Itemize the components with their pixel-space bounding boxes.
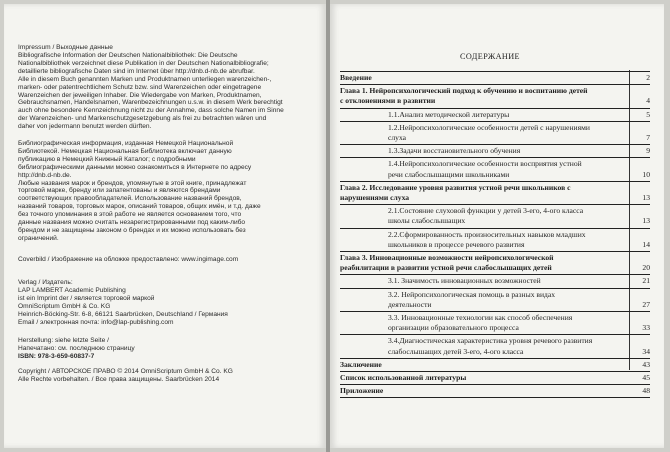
toc-entry-text: организации образовательного процесса <box>388 323 519 333</box>
toc-chapter-entry[interactable] <box>340 182 650 204</box>
russian-bib-line: без точного упоминания в этой работе не является основанием того, что <box>18 211 242 219</box>
imprint-page <box>4 4 326 448</box>
toc-chapter-entry[interactable] <box>340 372 650 384</box>
russian-bib-line: торговой марке, бренду или запатентованы и являются брендами <box>18 187 221 195</box>
toc-entry-text: 3.3. Инновационные технологии как способ обеспечения <box>388 313 573 322</box>
toc-entry-text: Глава 3. Инновационные возможности нейропсихологической <box>340 253 554 262</box>
toc-entry-text: 1.4.Нейропсихологические особенности восприятия устной <box>388 159 582 169</box>
german-bib-line: Warenzeichen der jeweiligen Inhaber. Die Wiedergabe von Marken, Produktnamen, <box>18 91 262 99</box>
imprint-heading-block <box>18 44 318 52</box>
copyright-line: Copyright / АВТОРСКОЕ ПРАВО © 2014 OmniScriptum GmbH & Co. KG <box>18 368 233 375</box>
coverbild-credit: Coverbild / Изображение на обложке предоставлено: www.ingimage.com <box>18 256 239 263</box>
toc-page-number: 45 <box>642 373 650 382</box>
toc-page-number: 21 <box>642 276 650 286</box>
toc-entry-text: Глава 1. Нейропсихологический подход к обучению и воспитанию детей <box>340 86 588 96</box>
toc-entry-text: Список использованной литературы <box>340 373 467 382</box>
publisher-line: ist ein Imprint der / является торговой маркой <box>18 294 155 302</box>
toc-section-entry[interactable] <box>340 109 650 121</box>
russian-bib-line: Любые названия марок и брендов, упомянутые в этой книге, принадлежат <box>18 179 247 187</box>
copyright-block <box>18 368 318 384</box>
toc-entry-text: школьников в процессе речевого развития <box>388 239 525 249</box>
toc-page-number: 27 <box>642 299 650 309</box>
toc-entry-text: с отклонениями в развитии <box>340 96 436 106</box>
russian-bib-line: ограничений. <box>18 234 59 242</box>
toc-entry-text: 1.2.Нейропсихологические особенности детей с нарушениями <box>388 122 590 132</box>
toc-chapter-entry[interactable] <box>340 85 650 107</box>
toc-chapter-entry[interactable] <box>340 385 650 397</box>
toc-row-rule <box>340 397 650 398</box>
toc-chapter-entry[interactable] <box>340 252 650 274</box>
german-bib-line: der Warenzeichen- und Markenschutzgesetzgebung als frei zu betrachten wären und <box>18 115 267 123</box>
toc-page-number: 48 <box>642 386 650 396</box>
toc-page-number: 13 <box>642 216 650 226</box>
russian-bib-line: названий товаров, торговых марок, описаний товаров, общих имён, и т.д. даже <box>18 203 261 211</box>
publisher-line: Heinrich-Böcking-Str. 6-8, 66121 Saarbrücken, Deutschland / Германия <box>18 310 228 318</box>
german-bib-line: detaillierte bibliografische Daten sind im Internet über http://dnb.d-nb.de abrufbar. <box>18 67 255 75</box>
german-bib-line: Bibliografische Information der Deutschen Nationalbibliothek: Die Deutsche <box>18 52 238 59</box>
toc-section-entry[interactable] <box>340 158 650 180</box>
publisher-block <box>18 279 318 326</box>
german-bib-line: marken- oder patentrechtlichem Schutz bzw. sind Warenzeichen oder eingetragene <box>18 83 262 91</box>
coverbild-block <box>18 256 318 264</box>
imprint-heading: Impressum / Выходные данные <box>18 44 113 51</box>
toc-entry-text: речи слабослышащими школьниками <box>388 169 510 179</box>
toc-section-entry[interactable] <box>340 229 650 251</box>
toc-page-number: 33 <box>642 323 650 333</box>
toc-entry-text: 1.3.Задачи восстановительного обучения <box>388 146 521 156</box>
german-bib-line: Nationalbibliothek verzeichnet diese Publikation in der Deutschen Nationalbibliografie; <box>18 59 269 67</box>
toc-section-entry[interactable] <box>340 205 650 227</box>
toc-entry-text: Глава 2. Исследование уровня развития устной речи школьников с <box>340 182 571 192</box>
toc-entry-text: деятельности <box>388 299 432 309</box>
russian-bib-line: библиографическими данными можно ознакомиться в Интернете по адресу <box>18 163 252 171</box>
toc-entry-text: Приложение <box>340 386 384 396</box>
toc-page-number: 10 <box>642 169 650 179</box>
toc-entry-text: слуха <box>388 132 407 142</box>
toc-page-number: 2 <box>646 73 650 82</box>
toc-page-number: 13 <box>642 192 650 202</box>
isbn-block <box>18 353 318 361</box>
toc-entry-text: 1.1.Анализ методической литературы <box>388 109 510 119</box>
toc-entry-text: Заключение <box>340 359 382 369</box>
toc-entry-text: Введение <box>340 73 372 82</box>
toc-entry-text: школы слабослышащих <box>388 216 466 226</box>
russian-bib-line: Библиотекой. Немецкая Национальная Библиотека включает данную <box>18 147 232 155</box>
toc-entry-text: реабилитации в развитии устной речи слабослышащих детей <box>340 263 552 273</box>
russian-bib-line: брендом и не защищены законом о брендах и их можно использовать без <box>18 226 246 234</box>
toc-section-entry[interactable] <box>340 275 650 287</box>
toc-entry-text: 2.1.Состояние слуховой функции у детей 3-его, 4-ого класса <box>388 206 584 216</box>
toc-page-number: 7 <box>646 132 650 142</box>
printing-block <box>18 337 318 353</box>
russian-bib-line: http://dnb.d-nb.de. <box>18 171 72 179</box>
toc-chapter-entry[interactable] <box>340 359 650 371</box>
german-bib-line: Alle in diesem Buch genannten Marken und Produktnamen unterliegen warenzeichen-, <box>18 75 272 83</box>
toc-entry-text: нарушениями слуха <box>340 192 410 202</box>
russian-bib-line: данные названия можно считать незарегистрированными под каким-либо <box>18 219 246 227</box>
copyright-line: Alle Rechte vorbehalten. / Все права защищены. Saarbrücken 2014 <box>18 375 220 383</box>
german-bib-line: Gebrauchsnamen, Handelsnamen, Warenbezeichnungen u.s.w. in diesem Werk berechtigt <box>18 99 283 107</box>
toc-section-entry[interactable] <box>340 312 650 334</box>
toc-page-number: 20 <box>642 263 650 273</box>
russian-bib-line: публикацию в Немецкий Книжный Каталог; с подробными <box>18 155 196 163</box>
toc-page-number: 43 <box>642 359 650 369</box>
contents-page <box>330 4 664 448</box>
toc-page-number: 5 <box>646 109 650 119</box>
toc-title: СОДЕРЖАНИЕ <box>460 52 520 61</box>
publisher-line: Email / электронная почта: info@lap-publishing.com <box>18 318 174 326</box>
toc-page-number: 14 <box>642 239 650 249</box>
toc-page-number: 9 <box>646 146 650 156</box>
german-bib-line: daher von jedermann benutzt werden dürften. <box>18 123 152 131</box>
toc-entry-text: 2.2.Сформированность произносительных навыков младших <box>388 229 586 239</box>
toc-section-entry[interactable] <box>340 145 650 157</box>
toc-page-number: 4 <box>646 96 650 106</box>
publisher-line: Verlag / Издатель: <box>18 279 73 286</box>
isbn: ISBN: 978-3-659-60837-7 <box>18 353 95 360</box>
publisher-line: OmniScriptum GmbH & Co. KG <box>18 302 111 310</box>
toc-entry-text: слабослышащих детей 3-его, 4-ого класса <box>388 346 524 356</box>
toc-entry-text: 3.1. Значимость инновационных возможностей <box>388 276 541 286</box>
printing-line: Напечатано: см. последнюю страницу <box>18 344 135 352</box>
german-bib-line: auch ohne besondere Kennzeichnung nicht zu der Annahme, dass solche Namen im Sinne <box>18 107 284 115</box>
russian-bib-line: Библиографическая информация, изданная Немецкой Национальной <box>18 140 234 147</box>
russian-bib-line: соответствующих правообладателей. Использование названий брендов, <box>18 195 242 203</box>
toc-page-number: 34 <box>642 346 650 356</box>
publisher-line: LAP LAMBERT Academic Publishing <box>18 286 126 294</box>
russian-bib-block <box>18 140 318 243</box>
printing-line: Herstellung: siehe letzte Seite / <box>18 337 109 344</box>
toc-entry-text: 3.2. Нейропсихологическая помощь в разных видах <box>388 289 556 299</box>
toc-section-entry[interactable] <box>340 289 650 311</box>
toc-section-entry[interactable] <box>340 122 650 144</box>
toc-entry-text: 3.4.Диагностическая характеристика уровня речевого развития <box>388 336 593 346</box>
toc-section-entry[interactable] <box>340 335 650 357</box>
toc-chapter-entry[interactable] <box>340 72 650 84</box>
german-bib-block <box>18 52 318 131</box>
